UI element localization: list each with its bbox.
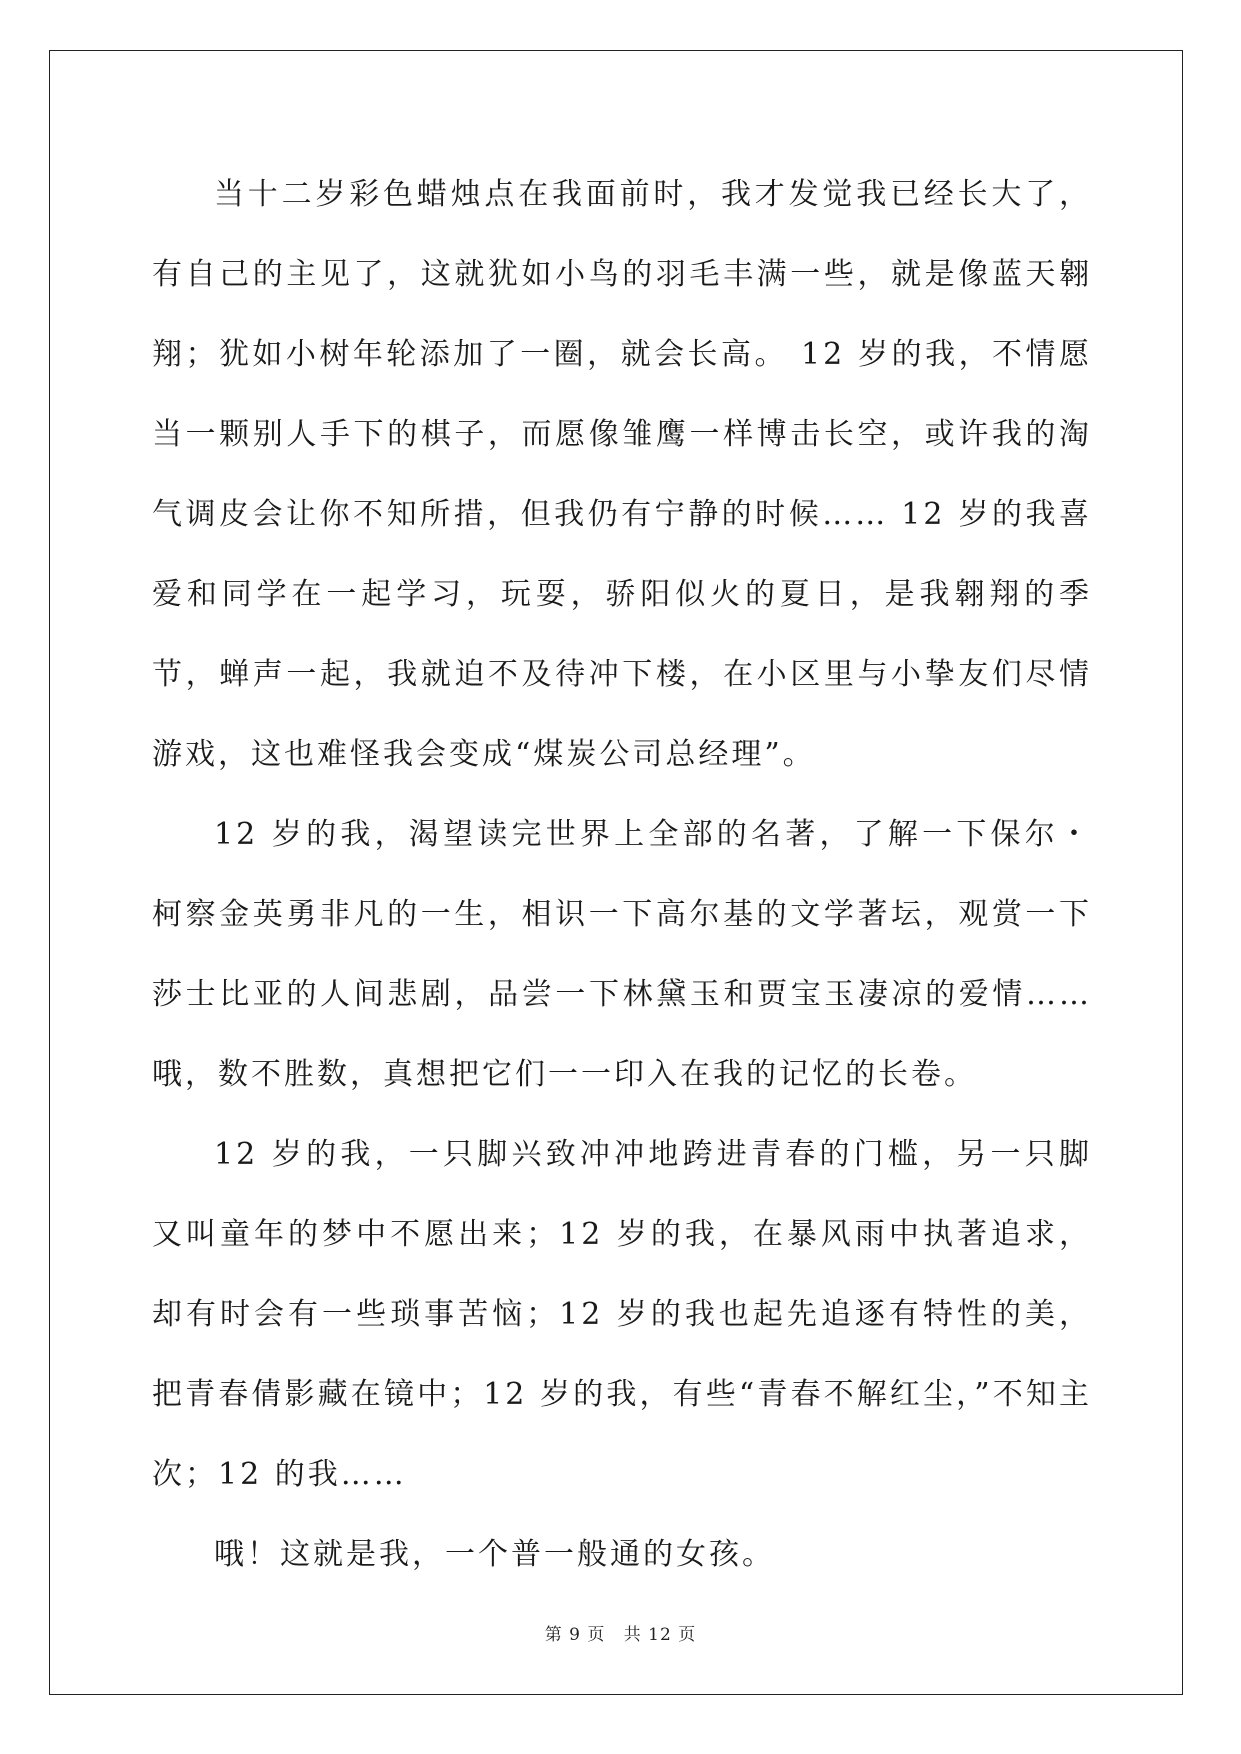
paragraph-2: 12 岁的我，渴望读完世界上全部的名著，了解一下保尔・柯察金英勇非凡的一生，相识一下高尔基的文学著坛，观赏一下莎士比亚的人间悲剧，品尝一下林黛玉和贾宝玉凄凉的爱情……哦，数不胜数，真想把它们一一印入在我的记忆的长卷。 bbox=[152, 817, 1092, 1092]
page-total: 共 12 页 bbox=[623, 1625, 697, 1645]
paragraph-4: 哦！这就是我，一个普一般通的女孩。 bbox=[214, 1537, 775, 1572]
paragraph-3: 12 岁的我，一只脚兴致冲冲地跨进青春的门槛，另一只脚又叫童年的梦中不愿出来；12 岁的我，在暴风雨中执著追求，却有时会有一些琐事苦恼；12 岁的我也起先追逐有特性的美，把青春倩影藏在镜中；12 岁的我，有些“青春不解红尘，”不知主次；12 的我…… bbox=[152, 1137, 1092, 1492]
page-number: 第 9 页 bbox=[544, 1625, 606, 1645]
page-footer bbox=[0, 1620, 1241, 1645]
document-body bbox=[152, 155, 1092, 1595]
paragraph-1: 当十二岁彩色蜡烛点在我面前时，我才发觉我已经长大了，有自己的主见了，这就犹如小鸟的羽毛丰满一些，就是像蓝天翱翔；犹如小树年轮添加了一圈，就会长高。 12 岁的我，不情愿当一颗别人手下的棋子，而愿像雏鹰一样博击长空，或许我的淘气调皮会让你不知所措，但我仍有宁静的时候…… 12 岁的我喜爱和同学在一起学习，玩耍，骄阳似火的夏日，是我翱翔的季节，蝉声一起，我就迫不及待冲下楼，在小区里与小挚友们尽情游戏，这也难怪我会变成“煤炭公司总经理”。 bbox=[152, 177, 1092, 772]
